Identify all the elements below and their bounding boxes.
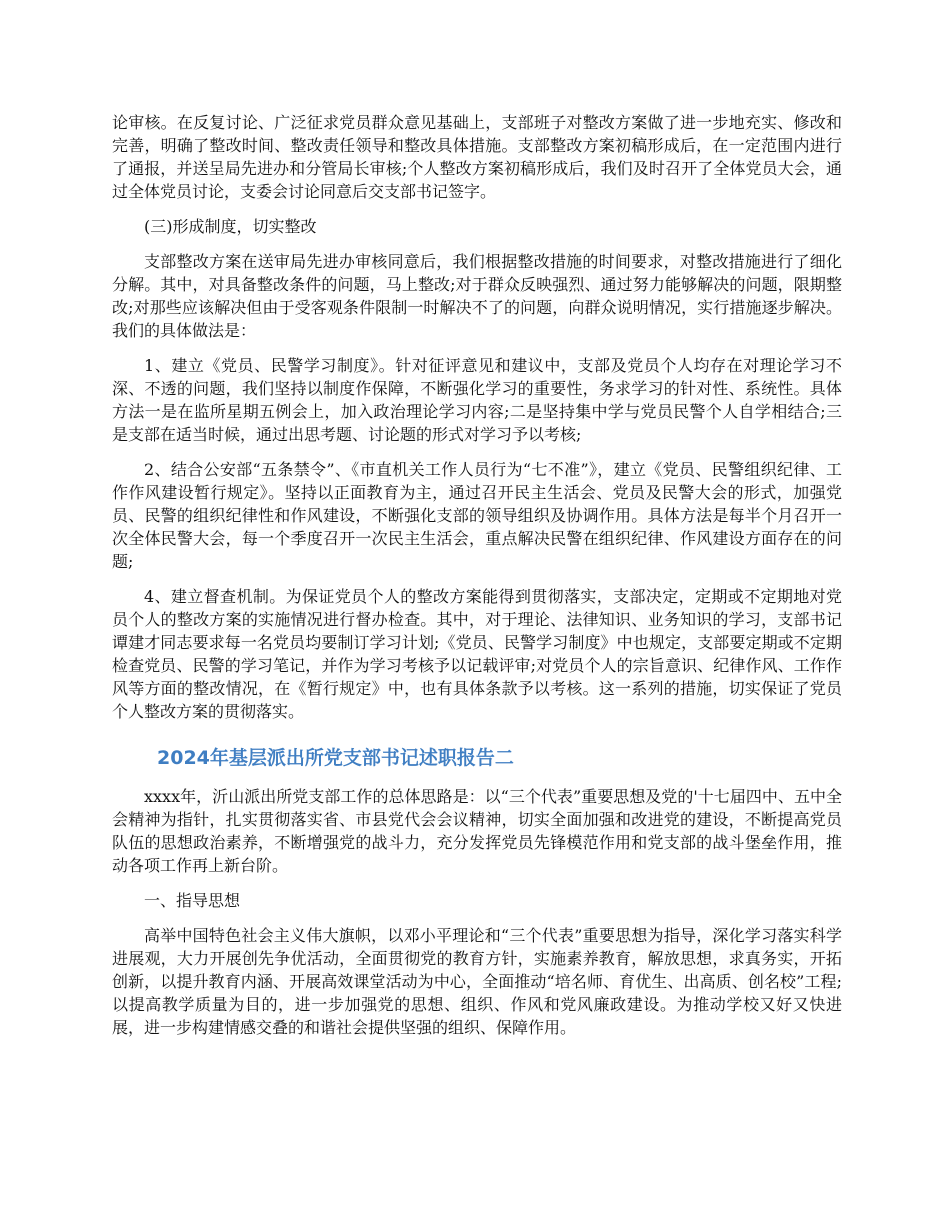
section-heading-system: (三)形成制度，切实整改 [144, 217, 317, 236]
document-page [112, 111, 842, 1039]
report-title: 2024年基层派出所党支部书记述职报告二 [157, 747, 514, 769]
paragraph-item-1: 1、建立《党员、民警学习制度》。针对征评意见和建议中，支部及党员个人均存在对理论学习不深、不透的问题，我们坚持以制度作保障，不断强化学习的重要性，务求学习的针对性、系统性。具体方法一是在监所星期五例会上，加入政治理论学习内容;二是坚持集中学与党员民警个人自学相结合;三是支部在适当时候，通过出思考题、讨论题的形式对学习予以考核; [112, 356, 842, 444]
paragraph-review: 论审核。在反复讨论、广泛征求党员群众意见基础上，支部班子对整改方案做了进一步地充实、修改和完善，明确了整改时间、整改责任领导和整改具体措施。支部整改方案初稿形成后，在一定范围内进行了通报，并送呈局先进办和分管局长审核;个人整改方案初稿形成后，我们及时召开了全体党员大会，通过全体党员讨论，支委会讨论同意后交支部书记签字。 [112, 113, 842, 201]
section-heading-guiding: 一、指导思想 [144, 891, 241, 910]
paragraph-item-2: 2、结合公安部“五条禁令”、《市直机关工作人员行为“七不准”》，建立《党员、民警组织纪律、工作作风建设暂行规定》。坚持以正面教育为主，通过召开民主生活会、党员及民警大会的形式，加强党员、民警的组织纪律性和作风建设，不断强化支部的领导组织及协调作用。具体方法是每半个月召开一次全体民警大会，每一个季度召开一次民主生活会，重点解决民警在组织纪律、作风建设方面存在的问题; [112, 460, 842, 571]
paragraph-guiding: 高举中国特色社会主义伟大旗帜，以邓小平理论和“三个代表”重要思想为指导，深化学习落实科学进展观，大力开展创先争优活动，全面贯彻党的教育方针，实施素养教育，解放思想，求真务实，开拓创新，以提升教育内涵、开展高效课堂活动为中心，全面推动“培名师、育优生、出高质、创名校”工程;以提高教学质量为目的，进一步加强党的思想、组织、作风和党风廉政建设。为推动学校又好又快进展，进一步构建情感交叠的和谐社会提供坚强的组织、保障作用。 [112, 926, 842, 1037]
paragraph-item-4: 4、建立督查机制。为保证党员个人的整改方案能得到贯彻落实，支部决定，定期或不定期地对党员个人的整改方案的实施情况进行督办检查。其中，对于理论、法律知识、业务知识的学习，支部书记谭建才同志要求每一名党员均要制订学习计划;《党员、民警学习制度》中也规定，支部要定期或不定期检查党员、民警的学习笔记，并作为学习考核予以记载评审;对党员个人的宗旨意识、纪律作风、工作作风等方面的整改情况，在《暂行规定》中，也有具体条款予以考核。这一系列的措施，切实保证了党员个人整改方案的贯彻落实。 [112, 587, 842, 721]
paragraph-overview: xxxx年，沂山派出所党支部工作的总体思路是：以“三个代表”重要思想及党的'十七届四中、五中全会精神为指针，扎实贯彻落实省、市县党代会会议精神，切实全面加强和改进党的建设，不断提高党员队伍的思想政治素养，不断增强党的战斗力，充分发挥党员先锋模范作用和党支部的战斗堡垒作用，推动各项工作再上新台阶。 [112, 787, 842, 875]
paragraph-rectification: 支部整改方案在送审局先进办审核同意后，我们根据整改措施的时间要求，对整改措施进行了细化分解。其中，对具备整改条件的问题，马上整改;对于群众反映强烈、通过努力能够解决的问题，限期整改;对那些应该解决但由于受客观条件限制一时解决不了的问题，向群众说明情况，实行措施逐步解决。我们的具体做法是： [112, 252, 842, 340]
